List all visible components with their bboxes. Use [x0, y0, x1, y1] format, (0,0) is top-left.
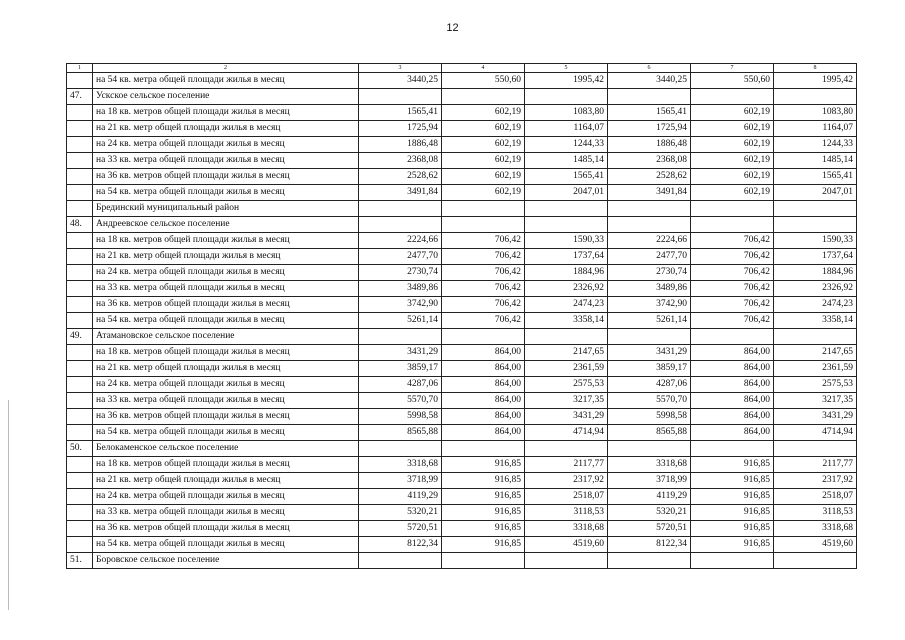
row-number-cell: [67, 297, 93, 313]
empty-cell: [691, 329, 774, 345]
tariff-table: [66, 63, 857, 569]
value-cell: 2575,53: [525, 377, 608, 393]
empty-cell: [774, 89, 857, 105]
value-cell: 1590,33: [774, 233, 857, 249]
value-cell: 2528,62: [608, 169, 691, 185]
value-cell: 2224,66: [359, 233, 442, 249]
section-title: Андреевское сельское поселение: [93, 217, 359, 233]
row-label: на 21 кв. метр общей площади жилья в месяц: [93, 473, 359, 489]
table-row: [67, 473, 857, 489]
row-label: на 54 кв. метра общей площади жилья в месяц: [93, 185, 359, 201]
row-label: на 33 кв. метра общей площади жилья в месяц: [93, 281, 359, 297]
table-row: [67, 281, 857, 297]
header-cell: 6: [608, 64, 691, 73]
value-cell: 3431,29: [608, 345, 691, 361]
value-cell: 706,42: [442, 249, 525, 265]
row-label: на 24 кв. метра общей площади жилья в месяц: [93, 137, 359, 153]
row-label: на 54 кв. метра общей площади жилья в месяц: [93, 425, 359, 441]
value-cell: 916,85: [442, 457, 525, 473]
value-cell: 864,00: [691, 377, 774, 393]
table-row: [67, 121, 857, 137]
empty-cell: [442, 217, 525, 233]
value-cell: 4714,94: [525, 425, 608, 441]
table-row: [67, 537, 857, 553]
value-cell: 5261,14: [359, 313, 442, 329]
value-cell: 916,85: [442, 537, 525, 553]
value-cell: 1244,33: [774, 137, 857, 153]
row-label: на 24 кв. метра общей площади жилья в месяц: [93, 377, 359, 393]
value-cell: 2477,70: [608, 249, 691, 265]
header-cell: 3: [359, 64, 442, 73]
value-cell: 2117,77: [774, 457, 857, 473]
table-row: [67, 169, 857, 185]
value-cell: 2317,92: [525, 473, 608, 489]
value-cell: 8122,34: [608, 537, 691, 553]
value-cell: 864,00: [691, 361, 774, 377]
row-number-cell: [67, 361, 93, 377]
row-number-cell: [67, 377, 93, 393]
value-cell: 2224,66: [608, 233, 691, 249]
section-row: [67, 201, 857, 217]
value-cell: 3318,68: [608, 457, 691, 473]
row-label: на 33 кв. метра общей площади жилья в месяц: [93, 393, 359, 409]
value-cell: 602,19: [691, 121, 774, 137]
row-number-cell: [67, 169, 93, 185]
value-cell: 3440,25: [359, 73, 442, 89]
section-number: [67, 201, 93, 217]
value-cell: 4119,29: [359, 489, 442, 505]
value-cell: 864,00: [442, 393, 525, 409]
value-cell: 1164,07: [774, 121, 857, 137]
value-cell: 2117,77: [525, 457, 608, 473]
row-label: на 18 кв. метров общей площади жилья в месяц: [93, 457, 359, 473]
value-cell: 864,00: [442, 409, 525, 425]
value-cell: 1725,94: [608, 121, 691, 137]
row-number-cell: [67, 281, 93, 297]
value-cell: 3318,68: [774, 521, 857, 537]
table-row: [67, 457, 857, 473]
value-cell: 916,85: [691, 505, 774, 521]
value-cell: 1886,48: [608, 137, 691, 153]
empty-cell: [442, 553, 525, 569]
value-cell: 2047,01: [525, 185, 608, 201]
value-cell: 5320,21: [359, 505, 442, 521]
row-label: на 54 кв. метра общей площади жилья в месяц: [93, 73, 359, 89]
empty-cell: [774, 201, 857, 217]
value-cell: 706,42: [691, 249, 774, 265]
value-cell: 706,42: [442, 265, 525, 281]
row-number-cell: [67, 249, 93, 265]
section-row: [67, 217, 857, 233]
header-cell: 1: [67, 64, 93, 73]
table-row: [67, 313, 857, 329]
empty-cell: [774, 329, 857, 345]
value-cell: 916,85: [442, 505, 525, 521]
margin-line: [8, 400, 9, 610]
row-number-cell: [67, 265, 93, 281]
value-cell: 4119,29: [608, 489, 691, 505]
value-cell: 4519,60: [774, 537, 857, 553]
value-cell: 916,85: [442, 473, 525, 489]
value-cell: 1737,64: [525, 249, 608, 265]
value-cell: 706,42: [442, 313, 525, 329]
value-cell: 864,00: [691, 345, 774, 361]
value-cell: 602,19: [442, 185, 525, 201]
row-label: на 33 кв. метра общей площади жилья в месяц: [93, 153, 359, 169]
value-cell: 2326,92: [774, 281, 857, 297]
value-cell: 1995,42: [525, 73, 608, 89]
value-cell: 3118,53: [774, 505, 857, 521]
row-number-cell: [67, 537, 93, 553]
value-cell: 2147,65: [774, 345, 857, 361]
row-label: на 36 кв. метров общей площади жилья в месяц: [93, 297, 359, 313]
empty-cell: [608, 217, 691, 233]
value-cell: 3742,90: [359, 297, 442, 313]
value-cell: 864,00: [691, 393, 774, 409]
value-cell: 602,19: [691, 153, 774, 169]
section-title: Боровское сельское поселение: [93, 553, 359, 569]
value-cell: 3431,29: [774, 409, 857, 425]
value-cell: 2518,07: [525, 489, 608, 505]
table-row: [67, 105, 857, 121]
value-cell: 1565,41: [525, 169, 608, 185]
empty-cell: [691, 217, 774, 233]
value-cell: 550,60: [691, 73, 774, 89]
value-cell: 2317,92: [774, 473, 857, 489]
table-row: [67, 489, 857, 505]
row-label: на 21 кв. метр общей площади жилья в месяц: [93, 121, 359, 137]
value-cell: 2528,62: [359, 169, 442, 185]
row-number-cell: [67, 233, 93, 249]
table-row: [67, 409, 857, 425]
empty-cell: [359, 217, 442, 233]
empty-cell: [359, 329, 442, 345]
value-cell: 916,85: [691, 457, 774, 473]
value-cell: 5570,70: [608, 393, 691, 409]
empty-cell: [774, 441, 857, 457]
row-number-cell: [67, 489, 93, 505]
empty-cell: [525, 329, 608, 345]
value-cell: 5320,21: [608, 505, 691, 521]
value-cell: 1164,07: [525, 121, 608, 137]
table-row: [67, 361, 857, 377]
empty-cell: [359, 553, 442, 569]
value-cell: 3491,84: [608, 185, 691, 201]
value-cell: 1565,41: [608, 105, 691, 121]
page-number: 12: [446, 22, 459, 34]
value-cell: 2361,59: [774, 361, 857, 377]
value-cell: 1485,14: [774, 153, 857, 169]
row-label: на 24 кв. метра общей площади жилья в месяц: [93, 489, 359, 505]
empty-cell: [525, 553, 608, 569]
empty-cell: [525, 441, 608, 457]
row-number-cell: [67, 105, 93, 121]
value-cell: 1725,94: [359, 121, 442, 137]
empty-cell: [359, 441, 442, 457]
value-cell: 5998,58: [359, 409, 442, 425]
value-cell: 2477,70: [359, 249, 442, 265]
section-row: [67, 441, 857, 457]
section-number: 48.: [67, 217, 93, 233]
empty-cell: [608, 441, 691, 457]
section-number: 51.: [67, 553, 93, 569]
section-number: 50.: [67, 441, 93, 457]
section-row: [67, 329, 857, 345]
row-label: на 36 кв. метров общей площади жилья в месяц: [93, 521, 359, 537]
row-number-cell: [67, 313, 93, 329]
row-label: на 54 кв. метра общей площади жилья в месяц: [93, 537, 359, 553]
value-cell: 916,85: [691, 537, 774, 553]
value-cell: 1886,48: [359, 137, 442, 153]
value-cell: 864,00: [691, 409, 774, 425]
value-cell: 2474,23: [525, 297, 608, 313]
value-cell: 864,00: [442, 361, 525, 377]
header-cell: 7: [691, 64, 774, 73]
value-cell: 602,19: [442, 105, 525, 121]
section-number: 47.: [67, 89, 93, 105]
value-cell: 2326,92: [525, 281, 608, 297]
value-cell: 602,19: [691, 169, 774, 185]
value-cell: 3440,25: [608, 73, 691, 89]
value-cell: 1884,96: [774, 265, 857, 281]
value-cell: 864,00: [442, 377, 525, 393]
value-cell: 706,42: [442, 297, 525, 313]
value-cell: 550,60: [442, 73, 525, 89]
value-cell: 602,19: [442, 137, 525, 153]
value-cell: 3718,99: [608, 473, 691, 489]
value-cell: 3859,17: [608, 361, 691, 377]
empty-cell: [608, 329, 691, 345]
value-cell: 2575,53: [774, 377, 857, 393]
row-number-cell: [67, 121, 93, 137]
value-cell: 2368,08: [359, 153, 442, 169]
empty-cell: [691, 201, 774, 217]
row-label: на 24 кв. метра общей площади жилья в месяц: [93, 265, 359, 281]
value-cell: 602,19: [691, 137, 774, 153]
value-cell: 864,00: [691, 425, 774, 441]
section-title: Ускское сельское поселение: [93, 89, 359, 105]
value-cell: 916,85: [691, 473, 774, 489]
value-cell: 706,42: [442, 281, 525, 297]
value-cell: 8565,88: [359, 425, 442, 441]
value-cell: 864,00: [442, 345, 525, 361]
empty-cell: [525, 201, 608, 217]
value-cell: 3489,86: [608, 281, 691, 297]
table-row: [67, 153, 857, 169]
empty-cell: [691, 89, 774, 105]
value-cell: 3318,68: [359, 457, 442, 473]
value-cell: 1737,64: [774, 249, 857, 265]
value-cell: 1083,80: [774, 105, 857, 121]
value-cell: 3358,14: [525, 313, 608, 329]
table-row: [67, 185, 857, 201]
table-row: [67, 233, 857, 249]
section-row: [67, 89, 857, 105]
value-cell: 1244,33: [525, 137, 608, 153]
value-cell: 2147,65: [525, 345, 608, 361]
row-label: на 18 кв. метров общей площади жилья в месяц: [93, 233, 359, 249]
empty-cell: [359, 89, 442, 105]
header-cell: 5: [525, 64, 608, 73]
row-label: на 21 кв. метр общей площади жилья в месяц: [93, 361, 359, 377]
empty-cell: [442, 441, 525, 457]
value-cell: 2730,74: [359, 265, 442, 281]
table-row: [67, 377, 857, 393]
empty-cell: [774, 553, 857, 569]
value-cell: 1590,33: [525, 233, 608, 249]
empty-cell: [608, 89, 691, 105]
row-label: на 21 кв. метр общей площади жилья в месяц: [93, 249, 359, 265]
row-number-cell: [67, 137, 93, 153]
table-row: [67, 137, 857, 153]
row-number-cell: [67, 505, 93, 521]
row-number-cell: [67, 185, 93, 201]
value-cell: 2518,07: [774, 489, 857, 505]
value-cell: 5998,58: [608, 409, 691, 425]
table-row: [67, 345, 857, 361]
section-title: Белокаменское сельское поселение: [93, 441, 359, 457]
row-number-cell: [67, 473, 93, 489]
value-cell: 3431,29: [525, 409, 608, 425]
value-cell: 1083,80: [525, 105, 608, 121]
empty-cell: [608, 201, 691, 217]
value-cell: 8122,34: [359, 537, 442, 553]
value-cell: 706,42: [691, 297, 774, 313]
table-row: [67, 521, 857, 537]
empty-cell: [691, 553, 774, 569]
value-cell: 602,19: [442, 121, 525, 137]
empty-cell: [442, 201, 525, 217]
value-cell: 1884,96: [525, 265, 608, 281]
value-cell: 3318,68: [525, 521, 608, 537]
value-cell: 5720,51: [608, 521, 691, 537]
empty-cell: [691, 441, 774, 457]
section-title: Брединский муниципальный район: [93, 201, 359, 217]
table-row: [67, 505, 857, 521]
value-cell: 3491,84: [359, 185, 442, 201]
row-number-cell: [67, 425, 93, 441]
row-number-cell: [67, 345, 93, 361]
value-cell: 8565,88: [608, 425, 691, 441]
row-number-cell: [67, 393, 93, 409]
value-cell: 864,00: [442, 425, 525, 441]
row-label: на 36 кв. метров общей площади жилья в месяц: [93, 409, 359, 425]
empty-cell: [359, 201, 442, 217]
empty-cell: [525, 217, 608, 233]
row-number-cell: [67, 409, 93, 425]
value-cell: 3742,90: [608, 297, 691, 313]
empty-cell: [608, 553, 691, 569]
value-cell: 2047,01: [774, 185, 857, 201]
value-cell: 916,85: [442, 489, 525, 505]
table-row: [67, 425, 857, 441]
header-cell: 2: [93, 64, 359, 73]
value-cell: 2361,59: [525, 361, 608, 377]
value-cell: 4287,06: [359, 377, 442, 393]
row-number-cell: [67, 521, 93, 537]
value-cell: 4519,60: [525, 537, 608, 553]
column-number-header: [67, 64, 857, 73]
row-number-cell: [67, 457, 93, 473]
row-label: на 18 кв. метров общей площади жилья в месяц: [93, 345, 359, 361]
value-cell: 706,42: [442, 233, 525, 249]
value-cell: 916,85: [691, 489, 774, 505]
value-cell: 3431,29: [359, 345, 442, 361]
value-cell: 706,42: [691, 265, 774, 281]
value-cell: 602,19: [442, 153, 525, 169]
value-cell: 2474,23: [774, 297, 857, 313]
value-cell: 3118,53: [525, 505, 608, 521]
value-cell: 1485,14: [525, 153, 608, 169]
value-cell: 3859,17: [359, 361, 442, 377]
header-cell: 8: [774, 64, 857, 73]
value-cell: 1995,42: [774, 73, 857, 89]
table-row: [67, 265, 857, 281]
row-number-cell: [67, 153, 93, 169]
section-row: [67, 553, 857, 569]
value-cell: 3358,14: [774, 313, 857, 329]
value-cell: 602,19: [442, 169, 525, 185]
value-cell: 602,19: [691, 185, 774, 201]
value-cell: 706,42: [691, 233, 774, 249]
value-cell: 3217,35: [525, 393, 608, 409]
value-cell: 602,19: [691, 105, 774, 121]
value-cell: 1565,41: [359, 105, 442, 121]
empty-cell: [442, 89, 525, 105]
value-cell: 3718,99: [359, 473, 442, 489]
header-cell: 4: [442, 64, 525, 73]
table-body: [67, 64, 857, 569]
row-label: на 33 кв. метра общей площади жилья в месяц: [93, 505, 359, 521]
section-number: 49.: [67, 329, 93, 345]
value-cell: 916,85: [442, 521, 525, 537]
value-cell: 4287,06: [608, 377, 691, 393]
value-cell: 2730,74: [608, 265, 691, 281]
value-cell: 706,42: [691, 281, 774, 297]
value-cell: 5570,70: [359, 393, 442, 409]
row-label: на 36 кв. метров общей площади жилья в месяц: [93, 169, 359, 185]
section-title: Атамановское сельское поселение: [93, 329, 359, 345]
table-row: [67, 297, 857, 313]
value-cell: 5720,51: [359, 521, 442, 537]
value-cell: 3217,35: [774, 393, 857, 409]
table-row: [67, 249, 857, 265]
value-cell: 916,85: [691, 521, 774, 537]
row-number-cell: [67, 73, 93, 89]
empty-cell: [442, 329, 525, 345]
row-label: на 18 кв. метров общей площади жилья в месяц: [93, 105, 359, 121]
table-row: [67, 393, 857, 409]
table-row: [67, 73, 857, 89]
value-cell: 5261,14: [608, 313, 691, 329]
empty-cell: [525, 89, 608, 105]
value-cell: 2368,08: [608, 153, 691, 169]
value-cell: 706,42: [691, 313, 774, 329]
empty-cell: [774, 217, 857, 233]
row-label: на 54 кв. метра общей площади жилья в месяц: [93, 313, 359, 329]
value-cell: 4714,94: [774, 425, 857, 441]
value-cell: 1565,41: [774, 169, 857, 185]
value-cell: 3489,86: [359, 281, 442, 297]
